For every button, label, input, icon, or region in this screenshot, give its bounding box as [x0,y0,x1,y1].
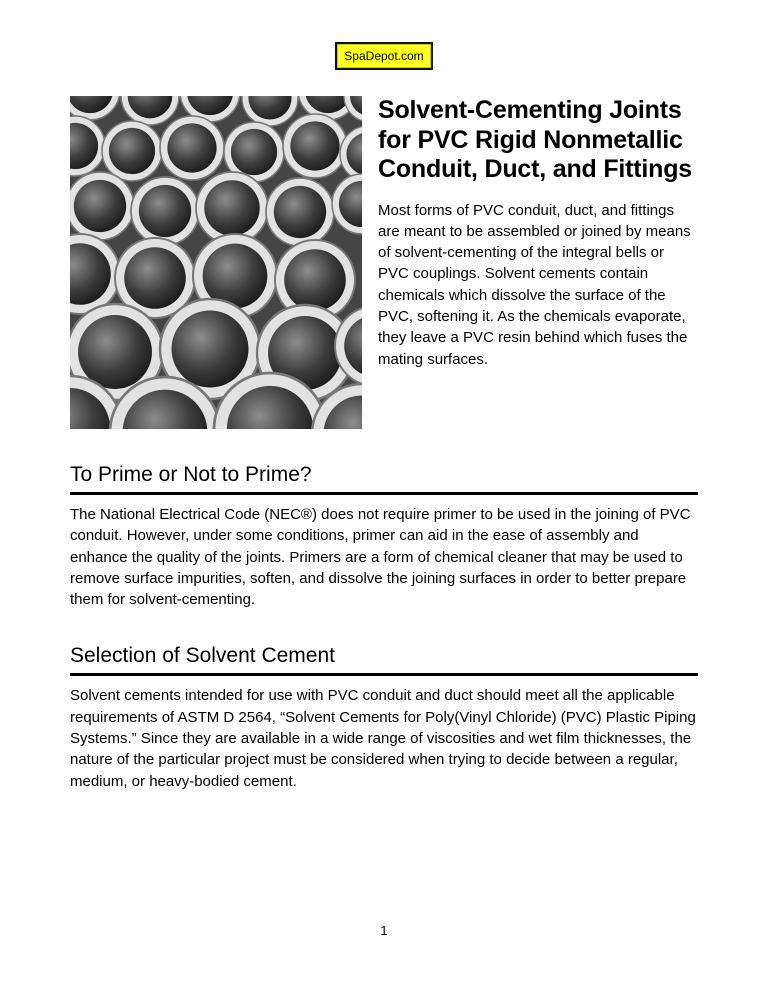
section-rule [70,673,698,676]
pvc-pipes-image [70,96,362,429]
spadepot-logo [335,42,432,70]
page-header [0,0,768,70]
page-number: 1 [380,923,388,938]
section-body-prime: The National Electrical Code (NEC®) does not require primer to be used in the joining of PVC conduit. However, under some conditions, primer can aid in the ease of assembly and enhance the quality of the joints. Primers are a form of chemical cleaner that may be used to remove surface impurities, soften, and dissolve the joining surfaces in order to better prepare them for solvent-cementing. [70,506,691,609]
section-rule [70,492,698,495]
section-prime [70,463,698,610]
logo-text: SpaDepot.com [344,49,424,63]
section-solvent-cement [70,644,698,791]
pvc-pipes-art [70,96,362,429]
intro-paragraph: Most forms of PVC conduit, duct, and fittings are meant to be assembled or joined by means of solvent-cementing of the integral bells or PVC couplings. Solvent cements contain chemicals which dissolve the surface of the PVC, softening it. As the chemicals evaporate, they leave a PVC resin behind which fuses the mating surfaces. [378,201,691,368]
section-body-solvent-cement: Solvent cements intended for use with PVC conduit and duct should meet all the applicable requirements of ASTM D 2564, “Solvent Cements for Poly(Vinyl Chloride) (PVC) Plastic Piping Systems.” Since they are available in a wide range of viscosities and wet film thicknesses, the nature of the particular project must be considered when trying to decide between a regular, medium, or heavy-bodied cement. [70,687,696,790]
article-title: Solvent-Cementing Joints for PVC Rigid Nonmetallic Conduit, Duct, and Fittings [378,96,692,183]
intro-row [70,96,698,429]
page-content [0,96,768,792]
section-heading-solvent-cement: Selection of Solvent Cement [70,644,335,668]
section-heading-prime: To Prime or Not to Prime? [70,463,312,486]
title-column [376,96,698,429]
